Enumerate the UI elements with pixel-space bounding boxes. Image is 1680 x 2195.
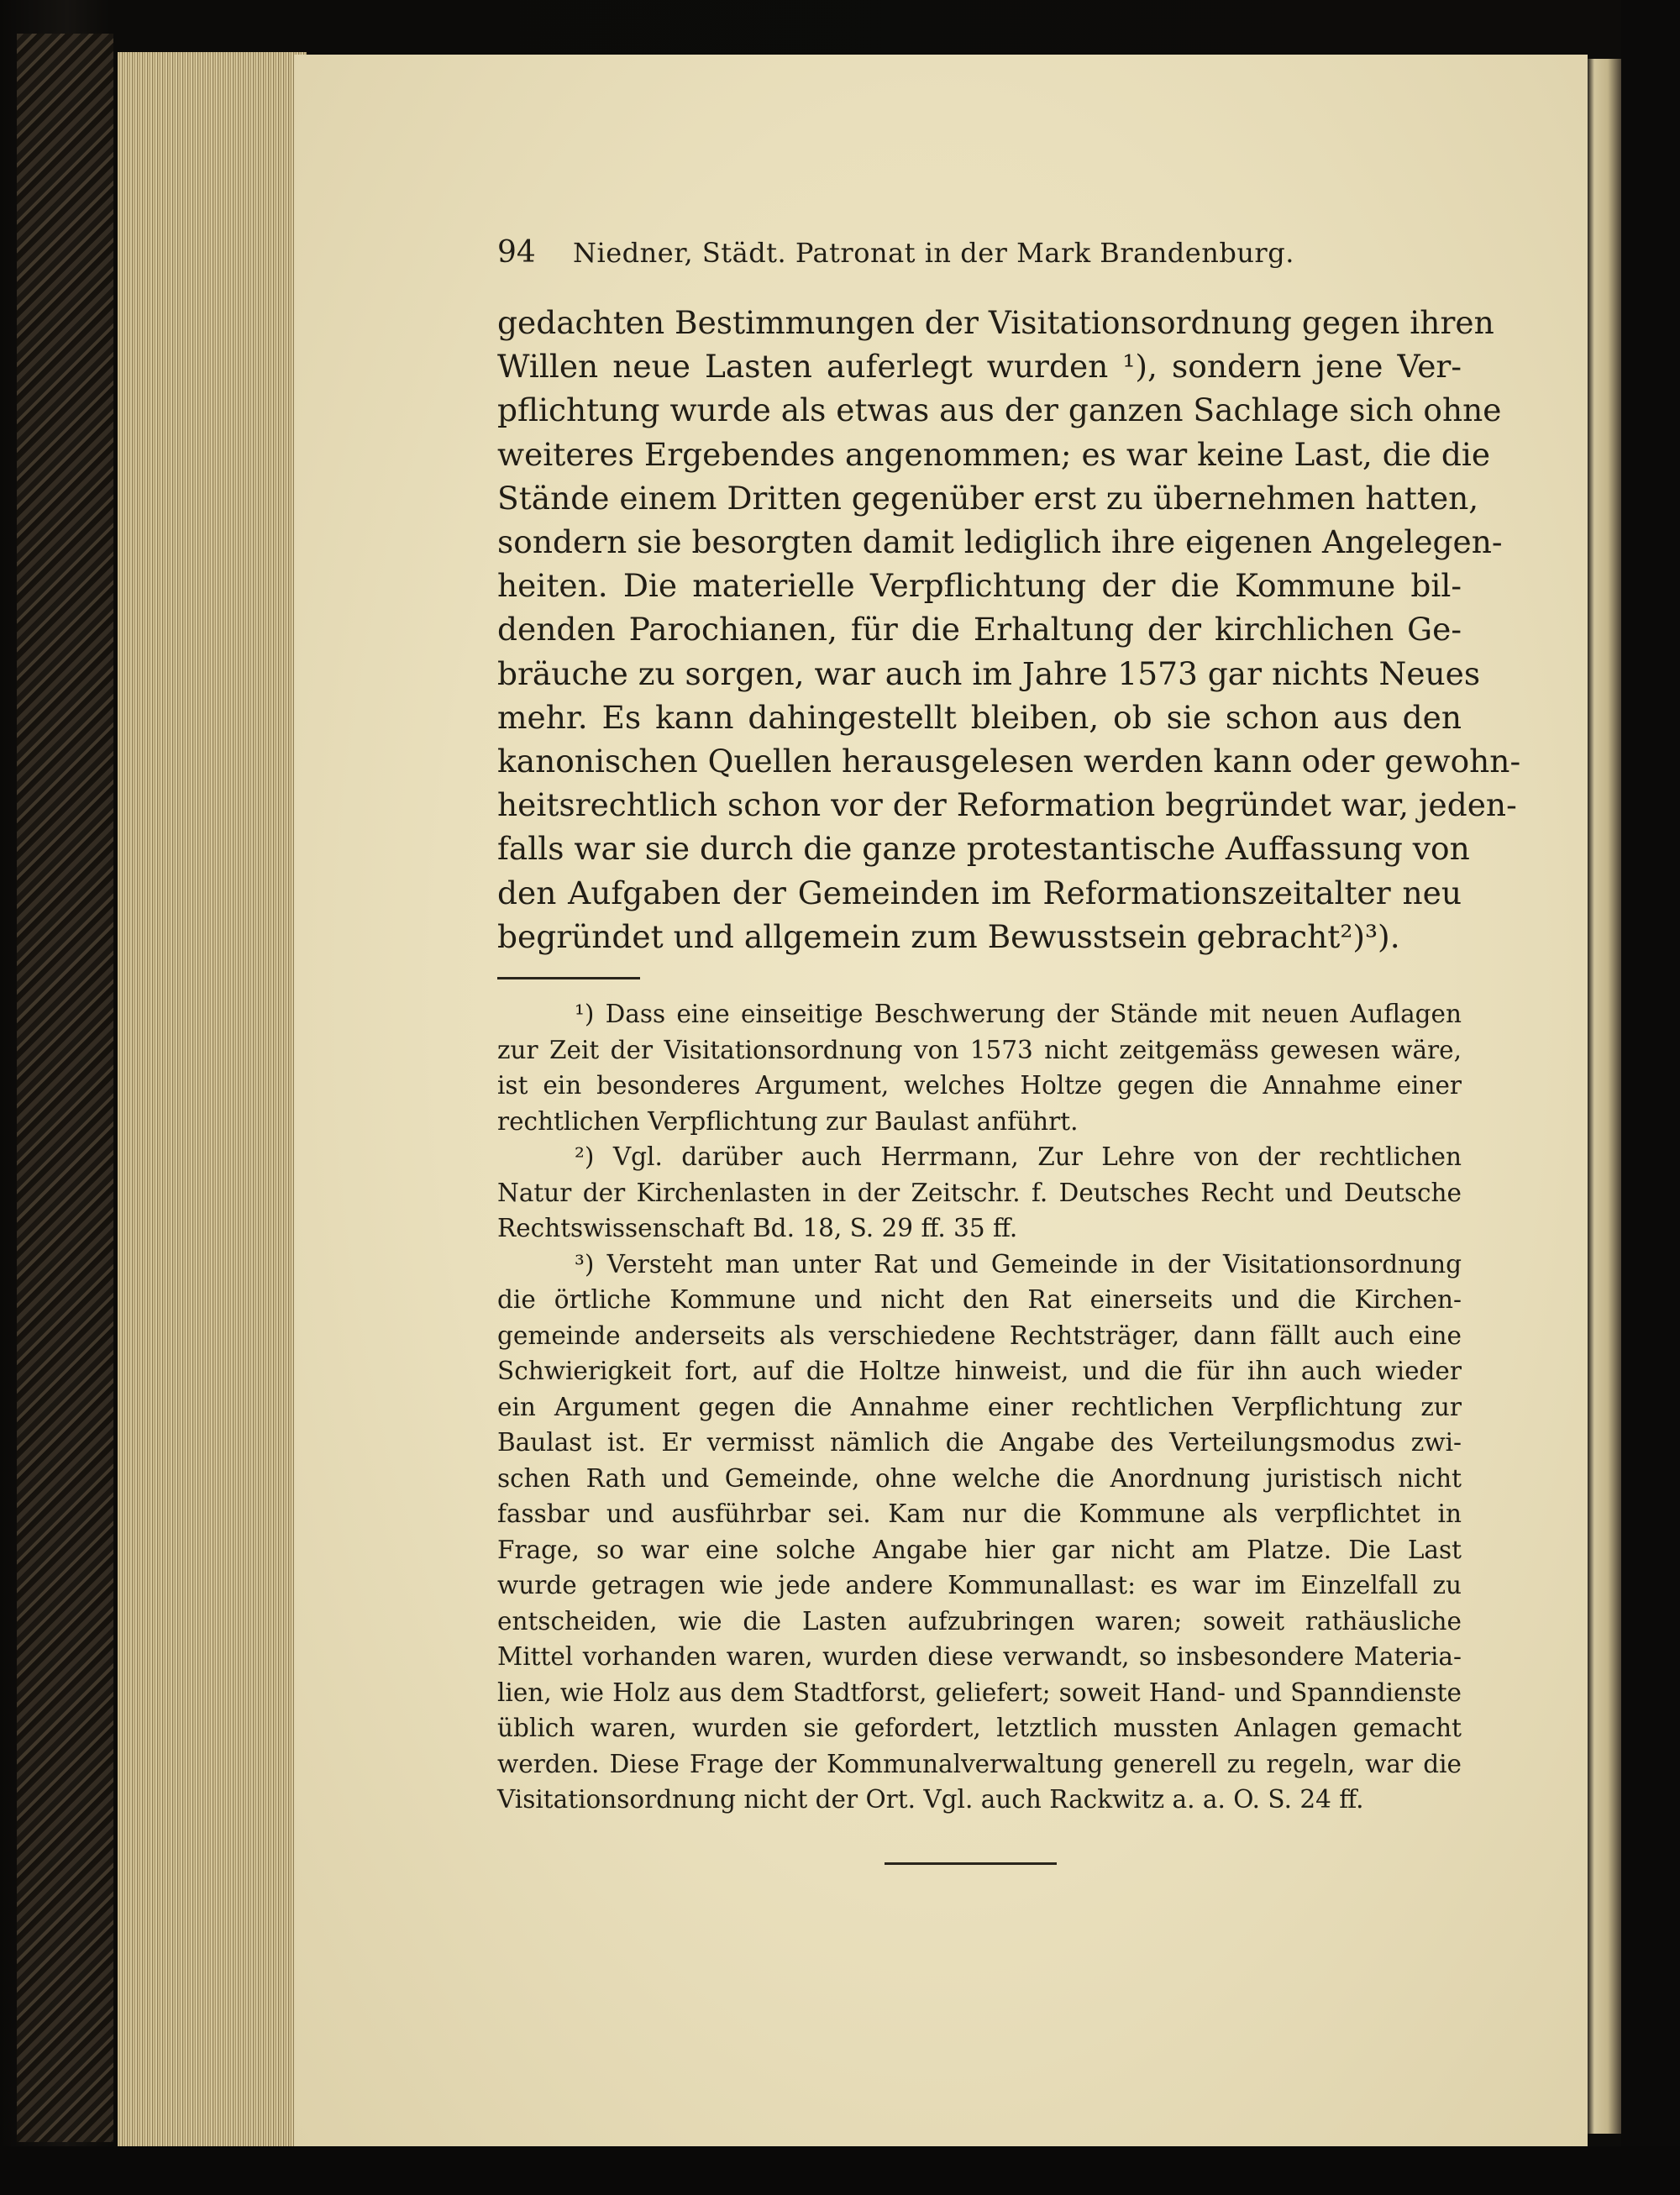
footnote — [497, 1247, 1462, 1818]
footnote-line: rechtlichen Verpflichtung zur Baulast anführt. — [497, 1106, 1079, 1136]
footnote-line: entscheiden, wie die Lasten aufzubringen waren; soweit rathäusliche — [497, 1606, 1462, 1636]
footnote-line: zur Zeit der Visitationsordnung von 1573 nicht zeitgemäss gewesen wäre, — [497, 1035, 1462, 1064]
footnote-line: Schwierigkeit fort, auf die Holtze hinweist, und die für ihn auch wieder — [497, 1357, 1462, 1386]
end-rule — [885, 1862, 1057, 1865]
page-number: 94 — [497, 235, 536, 270]
footnote-line: die örtliche Kommune und nicht den Rat einerseits und die Kirchen- — [497, 1285, 1462, 1315]
right-shadow — [1621, 0, 1680, 2195]
body-line: Stände einem Dritten gegenüber erst zu übernehmen hatten, — [497, 479, 1479, 517]
book-cover-edge — [17, 34, 113, 2142]
footnote-separator — [497, 977, 640, 979]
body-line: falls war sie durch die ganze protestantische Auffassung von — [497, 830, 1470, 868]
footnote-line: Rechtswissenschaft Bd. 18, S. 29 ff. 35 ff. — [497, 1214, 1018, 1243]
footnote-line: Baulast ist. Er vermisst nämlich die Angabe des Verteilungsmodus zwi- — [497, 1428, 1462, 1457]
body-line: bräuche zu sorgen, war auch im Jahre 1573 gar nichts Neues — [497, 654, 1481, 692]
body-line: weiteres Ergebendes angenommen; es war keine Last, die die — [497, 435, 1491, 473]
facing-page-edge — [1588, 59, 1621, 2134]
body-line: gedachten Bestimmungen der Visitationsordnung gegen ihren — [497, 304, 1494, 341]
footnote-line: lien, wie Holz aus dem Stadtforst, geliefert; soweit Hand- und Spanndienste — [497, 1678, 1462, 1707]
body-line: heiten. Die materielle Verpflichtung der die Kommune bil- — [497, 567, 1462, 605]
footnote-line: fassbar und ausführbar sei. Kam nur die Kommune als verpflichtet in — [497, 1499, 1462, 1529]
footnote-line: ein Argument gegen die Annahme einer rechtlichen Verpflichtung zur — [497, 1392, 1462, 1421]
footnote-line: ist ein besonderes Argument, welches Holtze gegen die Annahme einer — [497, 1071, 1462, 1100]
running-title: Niedner, Städt. Patronat in der Mark Brandenburg. — [573, 237, 1294, 269]
footnote-line: üblich waren, wurden sie gefordert, letztlich mussten Anlagen gemacht — [497, 1714, 1462, 1743]
bottom-shadow — [0, 2146, 1680, 2195]
footnote-line: schen Rath und Gemeinde, ohne welche die Anordnung juristisch nicht — [497, 1463, 1462, 1493]
footnote-line: gemeinde anderseits als verschiedene Rechtsträger, dann fällt auch eine — [497, 1321, 1462, 1350]
footnote-line: ³) Versteht man unter Rat und Gemeinde in der Visitationsordnung — [575, 1249, 1462, 1279]
footnote-line: Visitationsordnung nicht der Ort. Vgl. auch Rackwitz a. a. O. S. 24 ff. — [497, 1785, 1364, 1814]
body-line: mehr. Es kann dahingestellt bleiben, ob sie schon aus den — [497, 698, 1462, 736]
body-line: den Aufgaben der Gemeinden im Reformationszeitalter neu — [497, 874, 1462, 911]
body-line: begründet und allgemein zum Bewusstsein gebracht²)³). — [497, 917, 1400, 955]
body-paragraph — [497, 301, 1521, 958]
footnote — [497, 1139, 1462, 1247]
footnote-line: werden. Diese Frage der Kommunalverwaltung generell zu regeln, war die — [497, 1749, 1462, 1778]
footnote — [497, 996, 1462, 1139]
page-content — [497, 235, 1521, 1818]
footnote-line: Frage, so war eine solche Angabe hier gar nicht am Platze. Die Last — [497, 1535, 1462, 1564]
body-line: pflichtung wurde als etwas aus der ganzen Sachlage sich ohne — [497, 391, 1502, 429]
footnote-line: wurde getragen wie jede andere Kommunallast: es war im Einzelfall zu — [497, 1571, 1462, 1600]
body-line: heitsrechtlich schon vor der Reformation begründet war, jeden- — [497, 786, 1517, 824]
body-line: denden Parochianen, für die Erhaltung der kirchlichen Ge- — [497, 611, 1462, 649]
footnote-line: Natur der Kirchenlasten in der Zeitschr. f. Deutsches Recht und Deutsche — [497, 1178, 1462, 1207]
body-line: sondern sie besorgten damit lediglich ihre eigenen Angelegen- — [497, 523, 1503, 561]
running-head — [497, 235, 1462, 277]
page-stack-edge — [118, 52, 307, 2152]
body-line: Willen neue Lasten auferlegt wurden ¹), sondern jene Ver- — [497, 348, 1462, 386]
footnotes — [497, 996, 1462, 1818]
footnote-line: ¹) Dass eine einseitige Beschwerung der Stände mit neuen Auflagen — [575, 1000, 1462, 1029]
body-line: kanonischen Quellen herausgelesen werden kann oder gewohn- — [497, 743, 1521, 780]
footnote-line: ²) Vgl. darüber auch Herrmann, Zur Lehre von der rechtlichen — [575, 1142, 1462, 1172]
footnote-line: Mittel vorhanden waren, wurden diese verwandt, so insbesondere Materia- — [497, 1642, 1462, 1672]
